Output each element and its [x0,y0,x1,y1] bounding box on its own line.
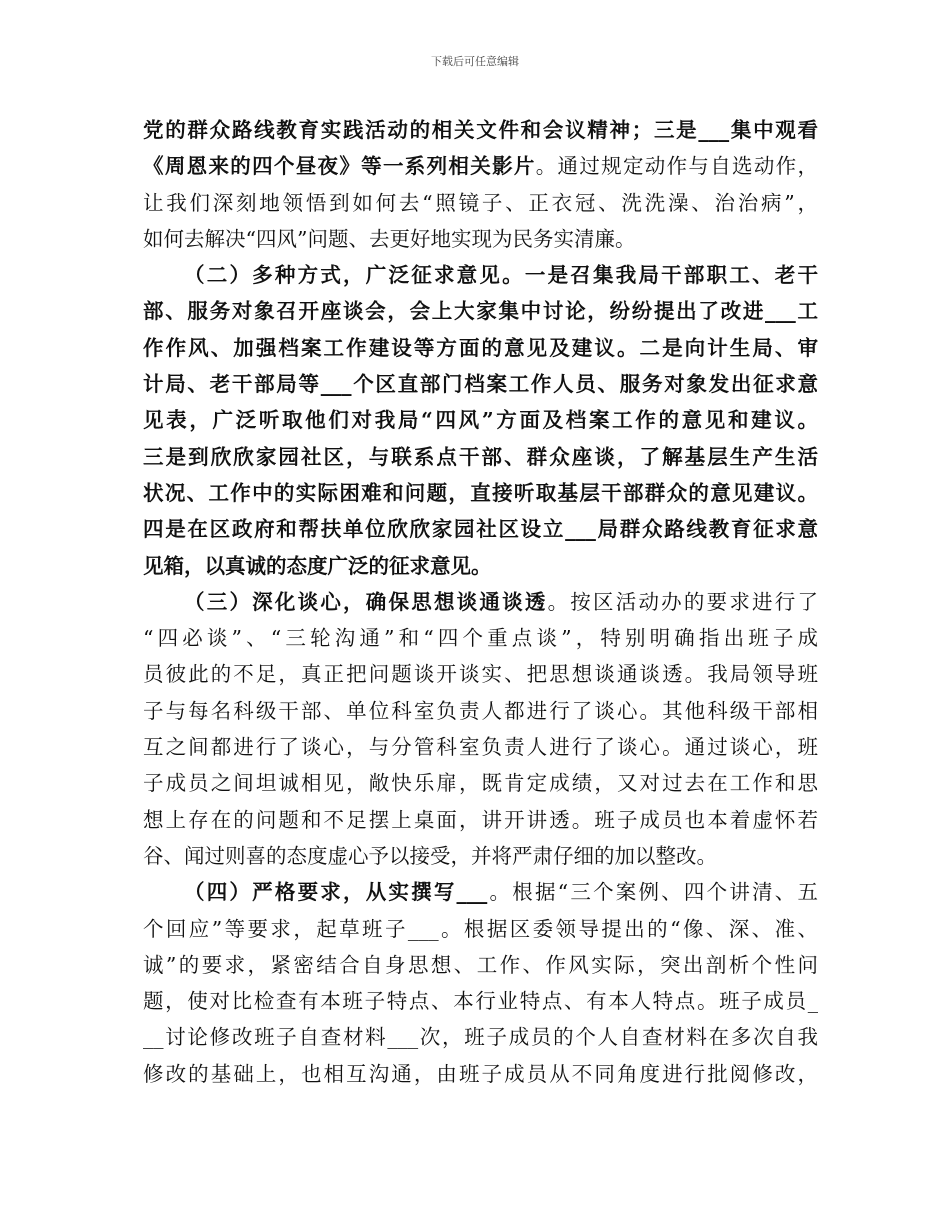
text-segment: 子成员之间坦诚相见，敞快乐扉，既肯定成绩，又对过去在工作和思 [143,771,818,796]
text-line [143,983,818,1019]
text-line [143,802,818,838]
text-line [143,185,818,221]
text-line [143,947,818,983]
text-line [143,257,818,293]
text-line [143,765,818,801]
text-segment: 见箱，以真诚的态度广泛的征求意见。 [143,553,492,578]
text-segment: 修改的基础上，也相互沟通，由班子成员从不同角度进行批阅修改， [143,1061,818,1086]
text-line [143,1019,818,1055]
text-line [143,838,818,874]
text-segment: 见表，广泛听取他们对我局“四风”方面及档案工作的意见和建议。 [143,408,818,433]
text-segment: “四必谈”、“三轮沟通”和“四个重点谈”，特别明确指出班子成 [143,626,818,651]
text-segment: 子与每名科级干部、单位科室负责人都进行了谈心。其他科级干部相 [143,698,818,723]
text-line [143,221,818,257]
text-line [143,475,818,511]
text-segment: 。一是召集我局干部职工、老干 [502,263,819,288]
text-segment: 四是在区政府和帮扶单位欣欣家园社区设立___局群众路线教育征求意 [143,517,818,542]
text-line [143,293,818,329]
text-line [143,729,818,765]
text-segment: 状况、工作中的实际困难和问题，直接听取基层干部群众的意见建议。 [143,480,818,505]
text-segment: 三是到欣欣家园社区，与联系点干部、群众座谈，了解基层生产生活 [143,444,818,469]
text-line [143,656,818,692]
text-line [143,112,818,148]
text-line [143,911,818,947]
text-segment: 题，使对比检查有本班子特点、本行业特点、有本人特点。班子成员_ [143,989,818,1014]
text-line [143,511,818,547]
text-segment: 个回应”等要求，起草班子___。根据区委领导提出的“像、深、准、 [143,916,818,941]
text-line [143,548,818,584]
text-segment: （四）严格要求，从实撰写___ [184,880,488,905]
text-line [143,1056,818,1092]
text-segment: 员彼此的不足，真正把问题谈开谈实、把思想谈通谈透。我局领导班 [143,662,818,687]
text-segment: 《周恩来的四个昼夜》等一系列相关影片 [143,154,536,179]
text-segment: 互之间都进行了谈心，与分管科室负责人进行了谈心。通过谈心，班 [143,735,818,760]
document-body [143,112,818,1092]
text-segment: 让我们深刻地领悟到如何去“照镜子、正衣冠、洗洗澡、治治病”， [143,190,818,215]
text-segment: 计局、老干部局等___个区直部门档案工作人员、服务对象发出征求意 [143,372,818,397]
text-segment: 想上存在的问题和不足摆上桌面，讲开讲透。班子成员也本着虚怀若 [143,807,818,832]
text-segment: 。根据“三个案例、四个讲清、五 [487,880,818,905]
text-segment: 。通过规定动作与自选动作， [535,154,819,179]
page-header: 下载后可任意编辑 [431,55,519,68]
text-segment: 。按区活动办的要求进行了 [547,589,819,614]
text-line [143,874,818,910]
text-line [143,148,818,184]
text-segment: （三）深化谈心，确保思想谈通谈透 [184,589,548,614]
text-segment: 诚”的要求，紧密结合自身思想、工作、作风实际，突出剖析个性问 [143,952,818,977]
text-segment: __讨论修改班子自查材料___次，班子成员的个人自查材料在多次自我 [143,1025,818,1050]
text-line [143,330,818,366]
text-line [143,402,818,438]
text-line [143,620,818,656]
text-segment: 作作风、加强档案工作建设等方面的意见及建议。二是向计生局、审 [143,335,818,360]
text-segment: 如何去解决“四风”问题、去更好地实现为民务实清廉。 [143,226,636,251]
text-segment: （二）多种方式，广泛征求意见 [184,263,503,288]
text-segment: 谷、闻过则喜的态度虚心予以接受，并将严肃仔细的加以整改。 [143,843,717,868]
text-line [143,693,818,729]
text-line [143,366,818,402]
text-segment: 部、服务对象召开座谈会，会上大家集中讨论，纷纷提出了改进___工 [143,299,818,324]
text-segment: 党的群众路线教育实践活动的相关文件和会议精神；三是___集中观看 [143,118,818,142]
text-line [143,584,818,620]
text-line [143,439,818,475]
